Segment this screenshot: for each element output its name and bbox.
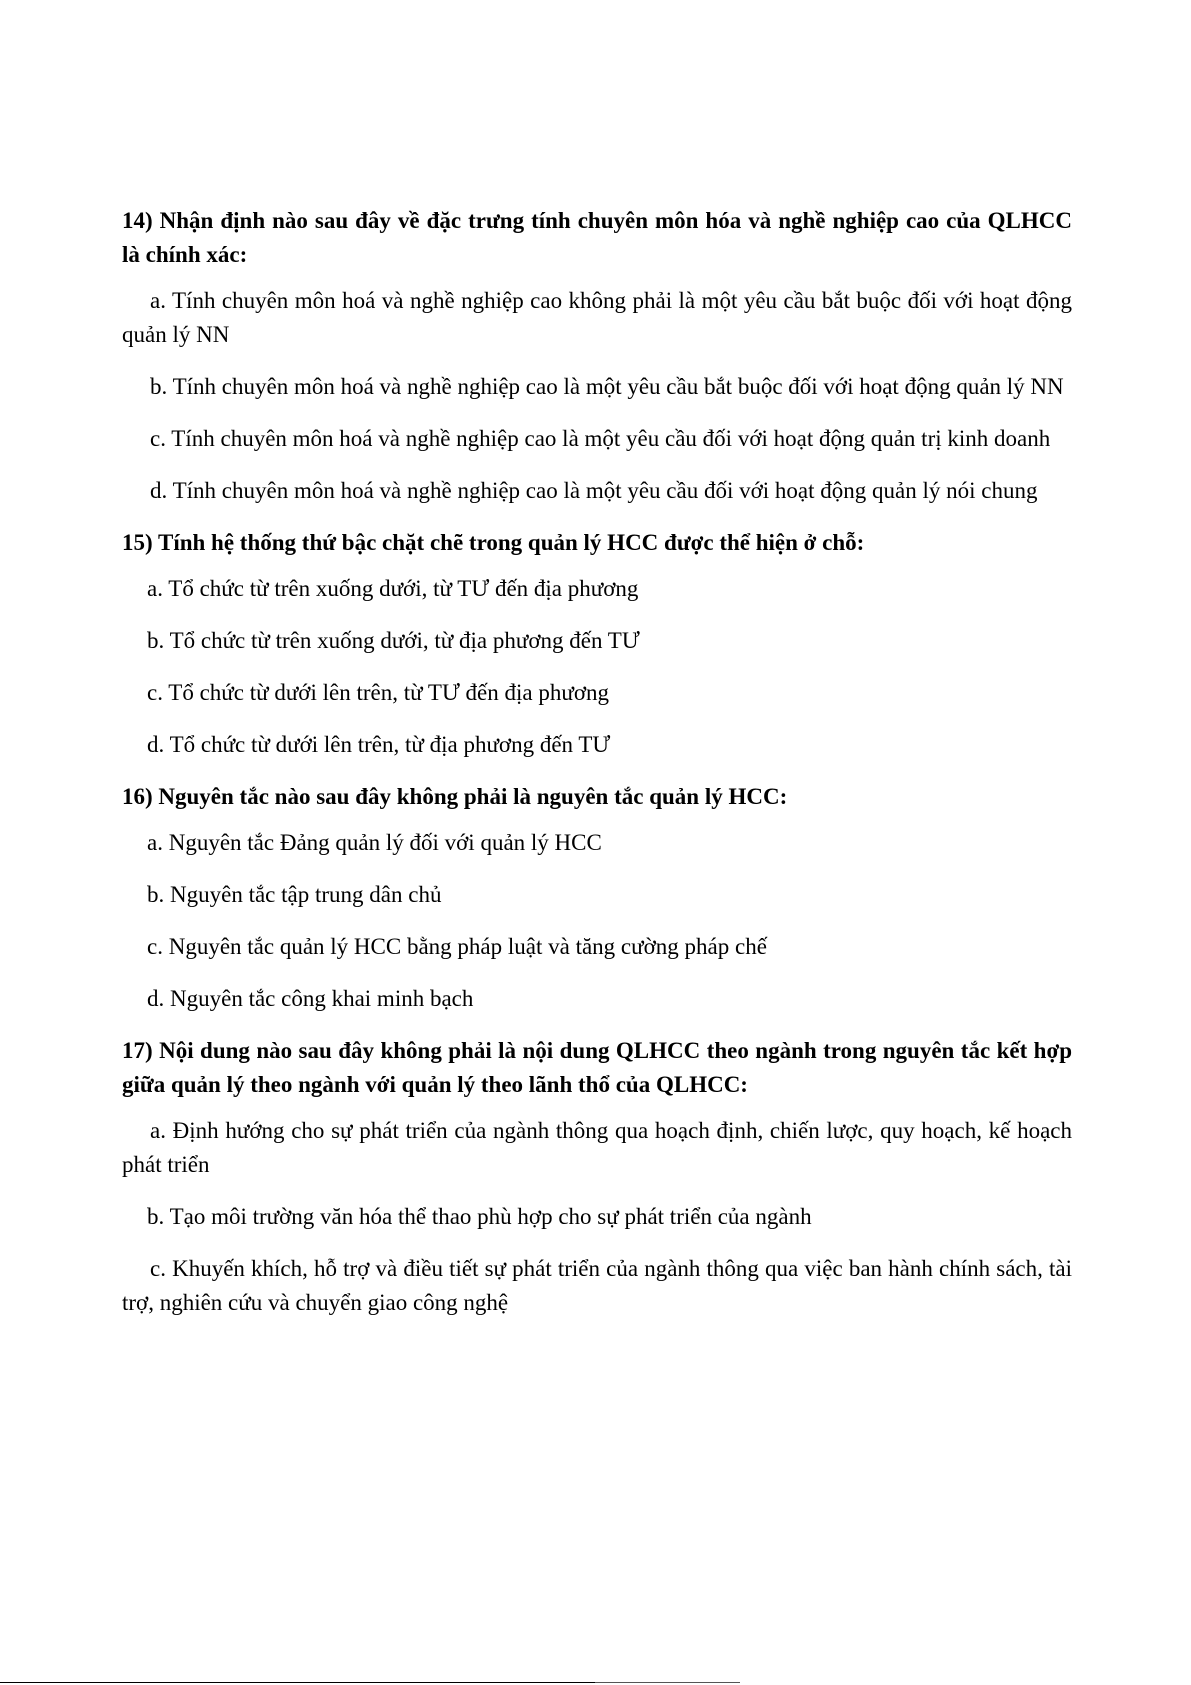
option-c: c. Tính chuyên môn hoá và nghề nghiệp cao là một yêu cầu đối với hoạt động quản trị kinh doanh	[150, 426, 1051, 451]
question-title: 16) Nguyên tắc nào sau đây không phải là nguyên tắc quản lý HCC:	[122, 784, 788, 809]
question-17	[122, 1034, 1072, 1320]
question-15	[122, 526, 1072, 762]
option-c: c. Khuyến khích, hỗ trợ và điều tiết sự phát triển của ngành thông qua việc ban hành chính sách, tài trợ, nghiên cứu và chuyển giao công nghệ	[122, 1256, 1072, 1315]
option-a: a. Tổ chức từ trên xuống dưới, từ TƯ đến địa phương	[147, 576, 639, 601]
option-b: b. Tính chuyên môn hoá và nghề nghiệp cao là một yêu cầu bắt buộc đối với hoạt động quản lý NN	[150, 374, 1064, 399]
option-d: d. Nguyên tắc công khai minh bạch	[147, 986, 474, 1011]
option-a: a. Tính chuyên môn hoá và nghề nghiệp cao không phải là một yêu cầu bắt buộc đối với hoạt động quản lý NN	[122, 288, 1072, 347]
option-b: b. Nguyên tắc tập trung dân chủ	[147, 882, 442, 907]
option-b: b. Tổ chức từ trên xuống dưới, từ địa phương đến TƯ	[147, 628, 640, 653]
footer-divider-secondary	[595, 1682, 740, 1683]
footer-divider	[0, 1682, 595, 1683]
option-d: d. Tính chuyên môn hoá và nghề nghiệp cao là một yêu cầu đối với hoạt động quản lý nói chung	[150, 478, 1038, 503]
question-14	[122, 204, 1072, 508]
question-title: 15) Tính hệ thống thứ bậc chặt chẽ trong quản lý HCC được thể hiện ở chỗ:	[122, 530, 865, 555]
question-16	[122, 780, 1072, 1016]
question-title: 17) Nội dung nào sau đây không phải là nội dung QLHCC theo ngành trong nguyên tắc kết hợp giữa quản lý theo ngành với quản lý theo lãnh thổ của QLHCC:	[122, 1038, 1072, 1097]
option-c: c. Tổ chức từ dưới lên trên, từ TƯ đến địa phương	[147, 680, 609, 705]
option-c: c. Nguyên tắc quản lý HCC bằng pháp luật và tăng cường pháp chế	[147, 934, 767, 959]
question-title: 14) Nhận định nào sau đây về đặc trưng tính chuyên môn hóa và nghề nghiệp cao của QLHCC là chính xác:	[122, 208, 1072, 267]
option-a: a. Nguyên tắc Đảng quản lý đối với quản lý HCC	[147, 830, 602, 855]
document-page	[122, 204, 1072, 1338]
option-d: d. Tổ chức từ dưới lên trên, từ địa phương đến TƯ	[147, 732, 611, 757]
option-b: b. Tạo môi trường văn hóa thể thao phù hợp cho sự phát triển của ngành	[147, 1204, 812, 1229]
option-a: a. Định hướng cho sự phát triển của ngành thông qua hoạch định, chiến lược, quy hoạch, kế hoạch phát triển	[122, 1118, 1072, 1177]
